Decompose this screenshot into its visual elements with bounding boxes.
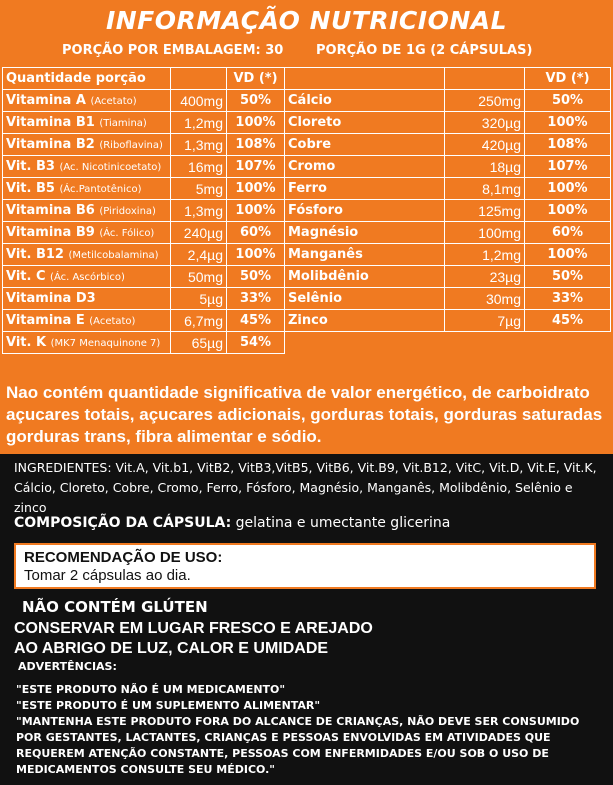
- nutrient-name: [3, 178, 171, 200]
- nutrient-label: Vitamina B6: [6, 203, 95, 218]
- mineral-vd: 100%: [525, 200, 611, 222]
- recommendation-title: RECOMENDAÇÃO DE USO:: [24, 549, 223, 566]
- mineral-vd: 33%: [525, 288, 611, 310]
- header-blank: [445, 68, 525, 90]
- nutrient-label: Vitamina D3: [6, 291, 96, 306]
- nutrient-amount: 50mg: [171, 266, 227, 288]
- nutrient-vd: 107%: [227, 156, 285, 178]
- nutrient-name: [3, 112, 171, 134]
- table-row: [3, 90, 611, 112]
- table-row: [3, 310, 611, 332]
- nutrient-form: (Tiamina): [99, 118, 147, 129]
- nutrient-amount: 240µg: [171, 222, 227, 244]
- mineral-name: Selênio: [285, 288, 445, 310]
- non-significant-note: Nao contém quantidade significativa de valor energético, de carboidrato açucares totais, açucares adicionais, gorduras totais, gorduras saturadas gorduras trans, fibra alimentar e sódio.: [6, 383, 603, 446]
- nutrient-amount: 400mg: [171, 90, 227, 112]
- nutrient-amount: 1,3mg: [171, 134, 227, 156]
- nutrient-label: Vit. B12: [6, 247, 64, 262]
- header-blank: [171, 68, 227, 90]
- nutrient-vd: 100%: [227, 178, 285, 200]
- nutrient-label: Vitamina E: [6, 313, 85, 328]
- warnings-list: [16, 682, 606, 778]
- table-header-row: [3, 68, 611, 90]
- mineral-amount: 18µg: [445, 156, 525, 178]
- table-row: [3, 134, 611, 156]
- nutrient-name: [3, 310, 171, 332]
- nutrient-form: (Ác.Pantotênico): [59, 184, 142, 195]
- mineral-amount: 420µg: [445, 134, 525, 156]
- nutrient-form: (Piridoxina): [99, 206, 156, 217]
- storage-instructions: [14, 619, 373, 659]
- mineral-name: Fósforo: [285, 200, 445, 222]
- mineral-vd: 107%: [525, 156, 611, 178]
- table-row: [3, 266, 611, 288]
- table-row: [3, 178, 611, 200]
- nutrient-amount: 1,3mg: [171, 200, 227, 222]
- nutrient-vd: 108%: [227, 134, 285, 156]
- recommendation-text: Tomar 2 cápsulas ao dia.: [24, 567, 191, 584]
- capsule-composition: [14, 515, 450, 531]
- nutrient-name: [3, 266, 171, 288]
- mineral-amount: 1,2mg: [445, 244, 525, 266]
- portion-per-package: PORÇÃO POR EMBALAGEM: 30: [62, 43, 284, 58]
- nutrient-label: Vit. C: [6, 269, 46, 284]
- storage-line-2: AO ABRIGO DE LUZ, CALOR E UMIDADE: [14, 640, 329, 657]
- mineral-amount: 125mg: [445, 200, 525, 222]
- nutrient-name: [3, 134, 171, 156]
- nutrient-form: (Riboflavina): [99, 140, 163, 151]
- nutrient-vd: 50%: [227, 266, 285, 288]
- nutrient-form: (Ac. Nicotinicoetato): [59, 162, 162, 173]
- nutrition-table: [2, 67, 611, 354]
- nutrient-label: Vitamina B9: [6, 225, 95, 240]
- mineral-amount: 320µg: [445, 112, 525, 134]
- nutrient-vd: 33%: [227, 288, 285, 310]
- mineral-name: Cromo: [285, 156, 445, 178]
- mineral-amount: 8,1mg: [445, 178, 525, 200]
- mineral-name: Zinco: [285, 310, 445, 332]
- table-row: [3, 112, 611, 134]
- nutrient-name: [3, 200, 171, 222]
- nutrient-form: (Acetato): [90, 96, 137, 107]
- mineral-name: Cloreto: [285, 112, 445, 134]
- mineral-vd: 100%: [525, 178, 611, 200]
- nutrient-amount: 5mg: [171, 178, 227, 200]
- nutrient-amount: 6,7mg: [171, 310, 227, 332]
- panel-title: INFORMAÇÃO NUTRICIONAL: [105, 6, 508, 35]
- nutrient-label: Vitamina A: [6, 93, 86, 108]
- mineral-vd: [525, 332, 611, 354]
- nutrient-amount: 65µg: [171, 332, 227, 354]
- mineral-amount: [445, 332, 525, 354]
- nutrient-name: [3, 332, 171, 354]
- nutrient-name: [3, 222, 171, 244]
- nutrient-vd: 100%: [227, 244, 285, 266]
- mineral-name: [285, 332, 445, 354]
- mineral-amount: 7µg: [445, 310, 525, 332]
- composition-label: COMPOSIÇÃO DA CÁPSULA:: [14, 515, 232, 531]
- mineral-vd: 45%: [525, 310, 611, 332]
- warning-item: "MANTENHA ESTE PRODUTO FORA DO ALCANCE DE CRIANÇAS, NÃO DEVE SER CONSUMIDO POR GESTANTES, LACTANTES, CRIANÇAS E PESSOAS ENVOLVIDAS EM ATIVIDADES QUE REQUEREM ATENÇÃO CONSTANTE, PESSOAS COM ENFERMIDADES E/OU SOB O USO DE MEDICAMENTOS CONSULTE SEU MÉDICO.": [16, 715, 580, 776]
- header-blank: [285, 68, 445, 90]
- mineral-vd: 50%: [525, 90, 611, 112]
- nutrient-vd: 54%: [227, 332, 285, 354]
- table-row: [3, 200, 611, 222]
- warnings-title: ADVERTÊNCIAS:: [18, 660, 117, 673]
- nutrient-name: [3, 288, 171, 310]
- mineral-amount: 30mg: [445, 288, 525, 310]
- nutrient-amount: 16mg: [171, 156, 227, 178]
- nutrient-vd: 50%: [227, 90, 285, 112]
- nutrient-form: (Ác. Ascórbico): [50, 272, 125, 283]
- gluten-notice: NÃO CONTÉM GLÚTEN: [22, 598, 208, 616]
- nutrient-name: [3, 156, 171, 178]
- nutrient-label: Vit. B3: [6, 159, 55, 174]
- nutrient-amount: 5µg: [171, 288, 227, 310]
- mineral-name: Manganês: [285, 244, 445, 266]
- mineral-vd: 100%: [525, 112, 611, 134]
- nutrient-label: Vitamina B2: [6, 137, 95, 152]
- nutrient-label: Vit. K: [6, 335, 47, 350]
- table-row: [3, 156, 611, 178]
- nutrient-form: (MK7 Menaquinone 7): [50, 338, 161, 349]
- mineral-vd: 60%: [525, 222, 611, 244]
- composition-text: gelatina e umectante glicerina: [235, 515, 451, 531]
- mineral-vd: 50%: [525, 266, 611, 288]
- mineral-vd: 100%: [525, 244, 611, 266]
- nutrient-name: [3, 244, 171, 266]
- nutrient-vd: 100%: [227, 112, 285, 134]
- table-row: [3, 332, 611, 354]
- ingredients-text: INGREDIENTES: Vit.A, Vit.b1, VitB2, VitB3,VitB5, VitB6, Vit.B9, Vit.B12, VitC, Vit.D, Vit.E, Vit.K, Cálcio, Cloreto, Cobre, Cromo, Ferro, Fósforo, Magnésio, Manganês, Molibdênio, Selênio e zinco: [14, 460, 597, 515]
- nutrient-label: Vit. B5: [6, 181, 55, 196]
- header-quantity: Quantidade porção: [3, 68, 171, 90]
- nutrient-vd: 60%: [227, 222, 285, 244]
- nutrient-form: (Metilcobalamina): [68, 250, 159, 261]
- usage-recommendation-box: [14, 543, 596, 589]
- header-vd: VD (*): [227, 68, 285, 90]
- nutrient-amount: 2,4µg: [171, 244, 227, 266]
- nutrient-name: [3, 90, 171, 112]
- table-row: [3, 244, 611, 266]
- warning-item: "ESTE PRODUTO NÃO É UM MEDICAMENTO": [16, 683, 286, 696]
- nutrient-vd: 45%: [227, 310, 285, 332]
- nutrient-form: (Ác. Fólico): [99, 228, 155, 239]
- nutrient-amount: 1,2mg: [171, 112, 227, 134]
- storage-line-1: CONSERVAR EM LUGAR FRESCO E AREJADO: [14, 620, 373, 637]
- header-vd: VD (*): [525, 68, 611, 90]
- mineral-name: Cobre: [285, 134, 445, 156]
- mineral-amount: 100mg: [445, 222, 525, 244]
- table-row: [3, 288, 611, 310]
- mineral-name: Ferro: [285, 178, 445, 200]
- mineral-vd: 108%: [525, 134, 611, 156]
- warning-item: "ESTE PRODUTO É UM SUPLEMENTO ALIMENTAR": [16, 699, 321, 712]
- nutrient-form: (Acetato): [89, 316, 136, 327]
- mineral-name: Molibdênio: [285, 266, 445, 288]
- nutrient-vd: 100%: [227, 200, 285, 222]
- nutrient-label: Vitamina B1: [6, 115, 95, 130]
- mineral-amount: 250mg: [445, 90, 525, 112]
- mineral-name: Cálcio: [285, 90, 445, 112]
- table-row: [3, 222, 611, 244]
- portion-size: PORÇÃO DE 1G (2 CÁPSULAS): [316, 43, 533, 58]
- mineral-name: Magnésio: [285, 222, 445, 244]
- mineral-amount: 23µg: [445, 266, 525, 288]
